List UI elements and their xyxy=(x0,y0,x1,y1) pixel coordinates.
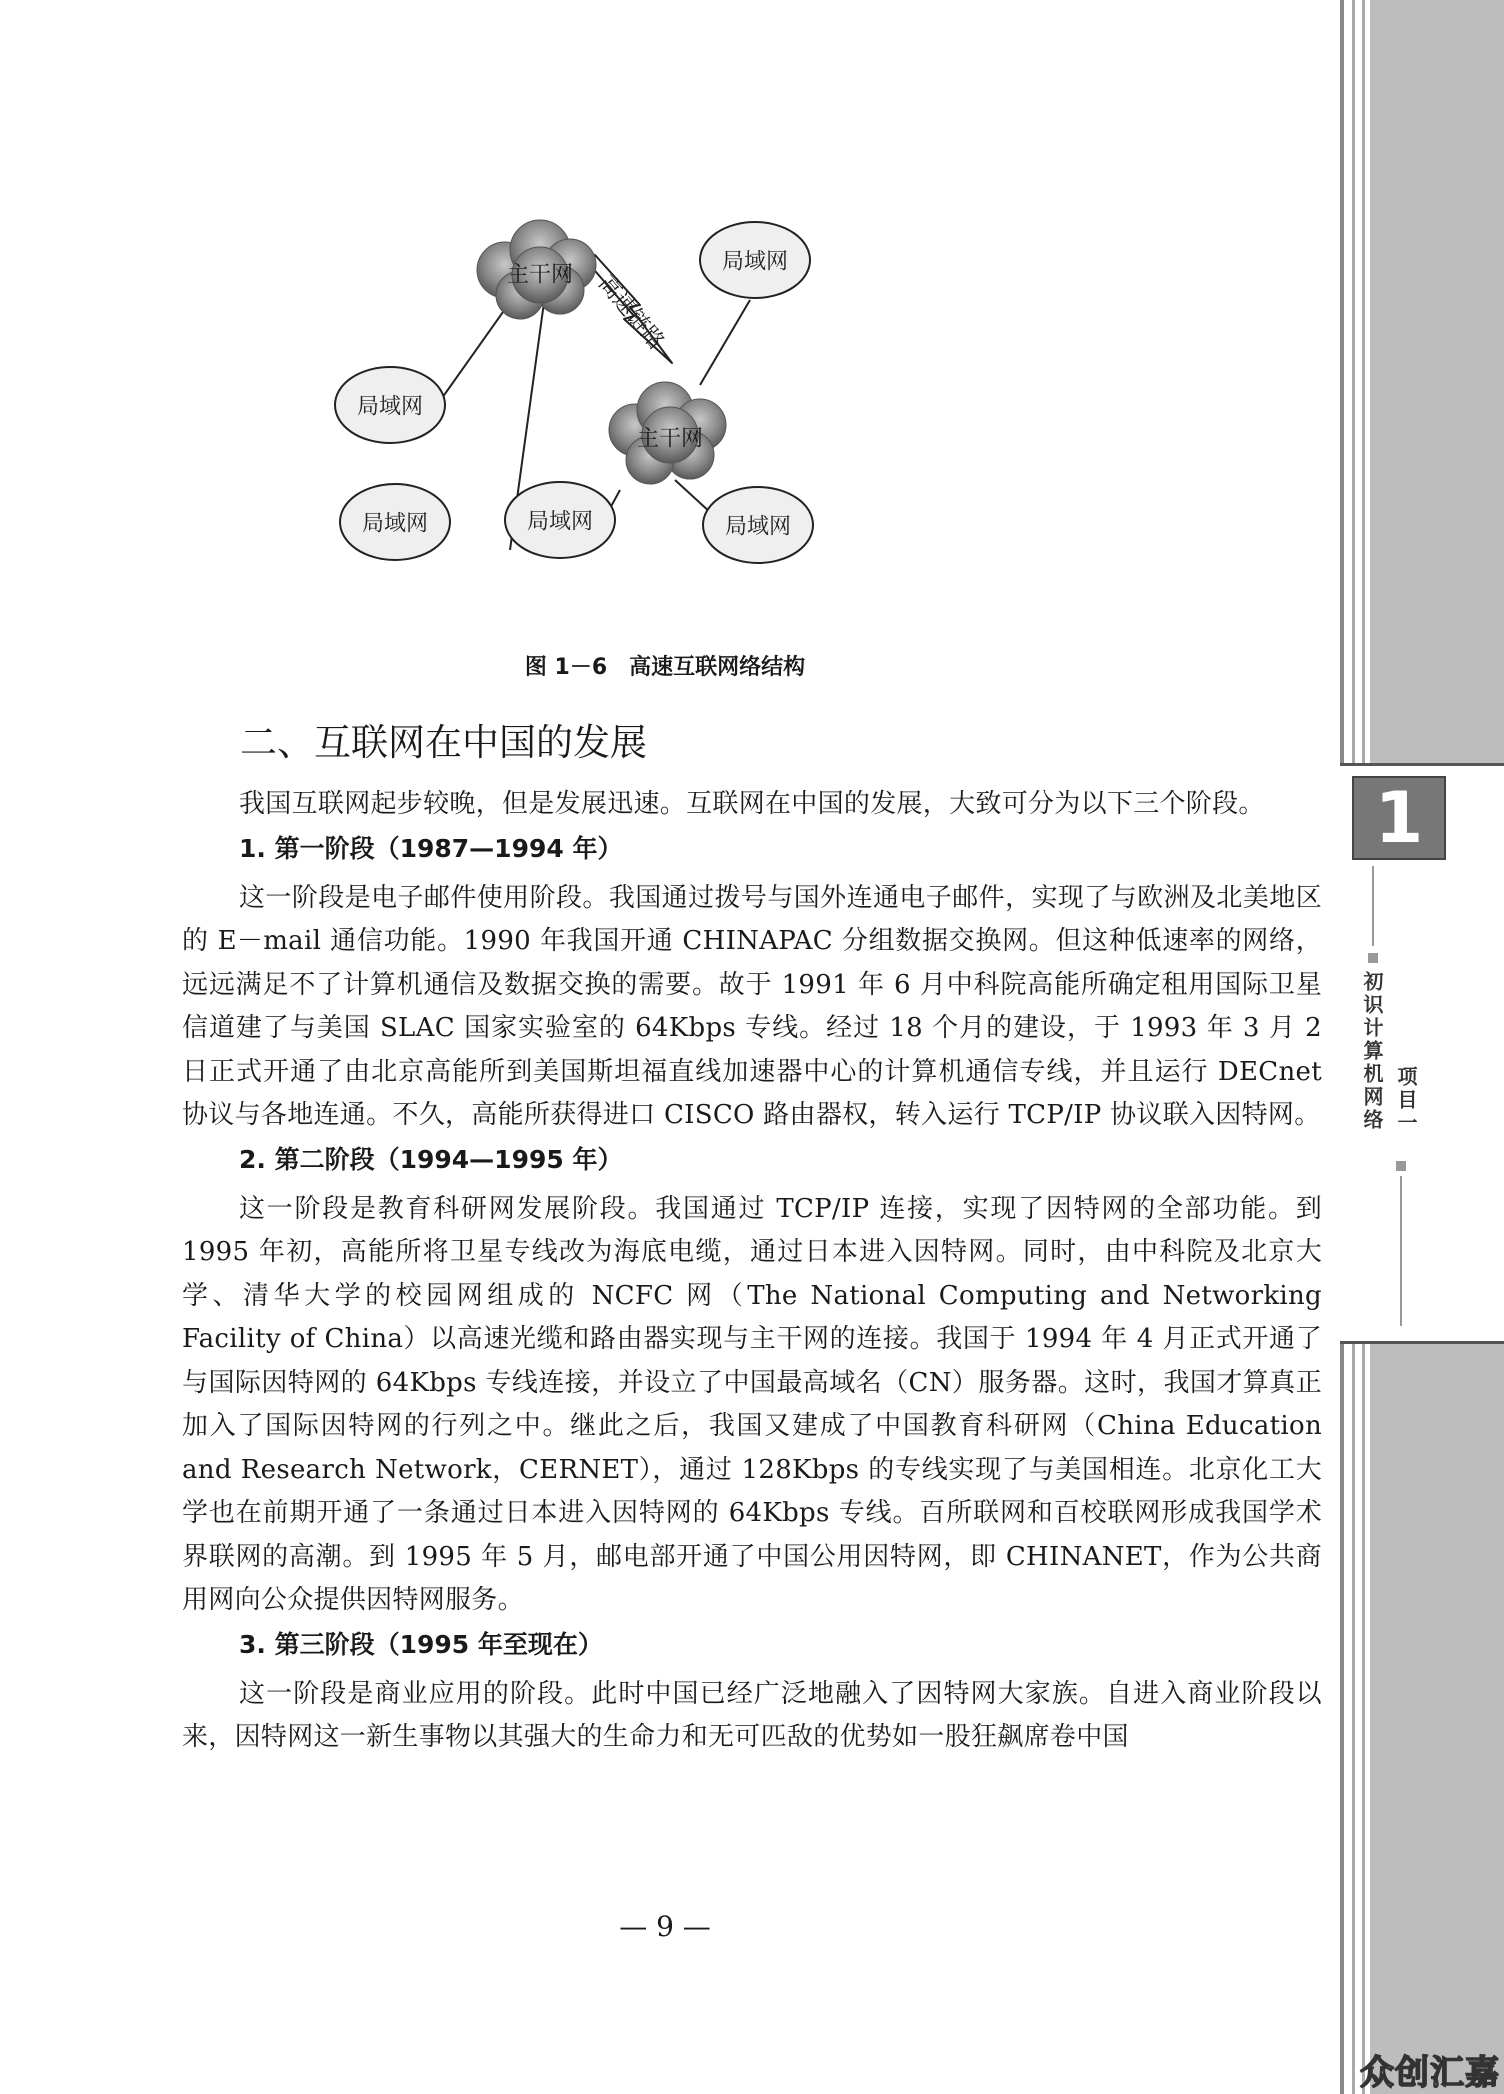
lan-label-bottom-right: 局域网 xyxy=(724,514,792,540)
chapter-number: 1 xyxy=(1374,777,1424,859)
stage-3-text: 这一阶段是商业应用的阶段。此时中国已经广泛地融入了因特网大家族。自进入商业阶段以来，因特网这一新生事物以其强大的生命力和无可匹敌的优势如一股狂飙席卷中国 xyxy=(182,1678,1322,1752)
watermark-logo: 众创汇嘉 xyxy=(1360,2053,1500,2093)
chapter-tab xyxy=(1340,763,1504,1344)
chapter-number-box xyxy=(1352,776,1446,860)
page-number: — 9 — xyxy=(619,1910,711,1943)
stage-1-heading: 1. 第一阶段（1987—1994 年） xyxy=(239,833,623,863)
chapter-title-vertical: 初识计算机网络 xyxy=(1360,971,1384,1132)
main-content xyxy=(182,705,1322,1760)
lan-label-bottom-mid: 局域网 xyxy=(526,509,594,535)
tab-line-bottom xyxy=(1400,1176,1402,1326)
stage-1-text: 这一阶段是电子邮件使用阶段。我国通过拨号与国外连通电子邮件，实现了与欧洲及北美地区的 E－mail 通信功能。1990 年我国开通 CHINAPAC 分组数据交换网。但这种低速率的网络，远远满足不了计算机通信及数据交换的需要。故于 1991 年 6 月中科院高能所确定租用国际卫星信道建了与美国 SLAC 国家实验室的 64Kbps 专线。经过 18 个月的建设，于 1993 年 3 月 2 日正式开通了由北京高能所到美国斯坦福直线加速器中心的计算机通信专线，并且运行 DECnet 协议与各地连通。不久，高能所获得进口 CISCO 路由器权，转入运行 TCP/IP 协议联入因特网。 xyxy=(182,882,1322,1130)
lan-label-left-lower: 局域网 xyxy=(361,511,429,537)
intro-paragraph: 我国互联网起步较晚，但是发展迅速。互联网在中国的发展，大致可分为以下三个阶段。 xyxy=(239,789,1265,819)
high-speed-link-label: 高速链路 xyxy=(593,271,669,355)
tab-square-bottom xyxy=(1396,1161,1406,1171)
backbone-label-2: 主干网 xyxy=(636,426,704,452)
stage-3-heading: 3. 第三阶段（1995 年至现在） xyxy=(239,1629,603,1659)
tab-line-top xyxy=(1372,866,1374,946)
section-title: 二、互联网在中国的发展 xyxy=(240,721,647,764)
lan-label-left-upper: 局域网 xyxy=(356,394,424,420)
project-label-vertical: 项目一 xyxy=(1394,1066,1418,1135)
figure-caption: 图 1－6 高速互联网络结构 xyxy=(524,655,806,680)
stage-2-heading: 2. 第二阶段（1994—1995 年） xyxy=(239,1144,623,1174)
lan-label-top-right: 局域网 xyxy=(721,249,789,275)
backbone-label-1: 主干网 xyxy=(506,262,574,288)
network-diagram xyxy=(356,215,1060,635)
tab-square-top xyxy=(1368,953,1378,963)
stage-2-text: 这一阶段是教育科研网发展阶段。我国通过 TCP/IP 连接，实现了因特网的全部功能。到 1995 年初，高能所将卫星专线改为海底电缆，通过日本进入因特网。同时，由中科院及北京大学、清华大学的校园网组成的 NCFC 网（The National Computing and Networking Facility of China）以高速光缆和路由器实现与主干网的连接。我国于 1994 年 4 月正式开通了与国际因特网的 64Kbps 专线连接，并设立了中国最高域名（CN）服务器。这时，我国才算真正加入了国际因特网的行列之中。继此之后，我国又建成了中国教育科研网（China Education and Research Network，CERNET），通过 128Kbps 的专线实现了与美国相连。北京化工大学也在前期开通了一条通过日本进入因特网的 64Kbps 专线。百所联网和百校联网形成我国学术界联网的高潮。到 1995 年 5 月，邮电部开通了中国公用因特网，即 CHINANET，作为公共商用网向公众提供因特网服务。 xyxy=(182,1193,1322,1615)
